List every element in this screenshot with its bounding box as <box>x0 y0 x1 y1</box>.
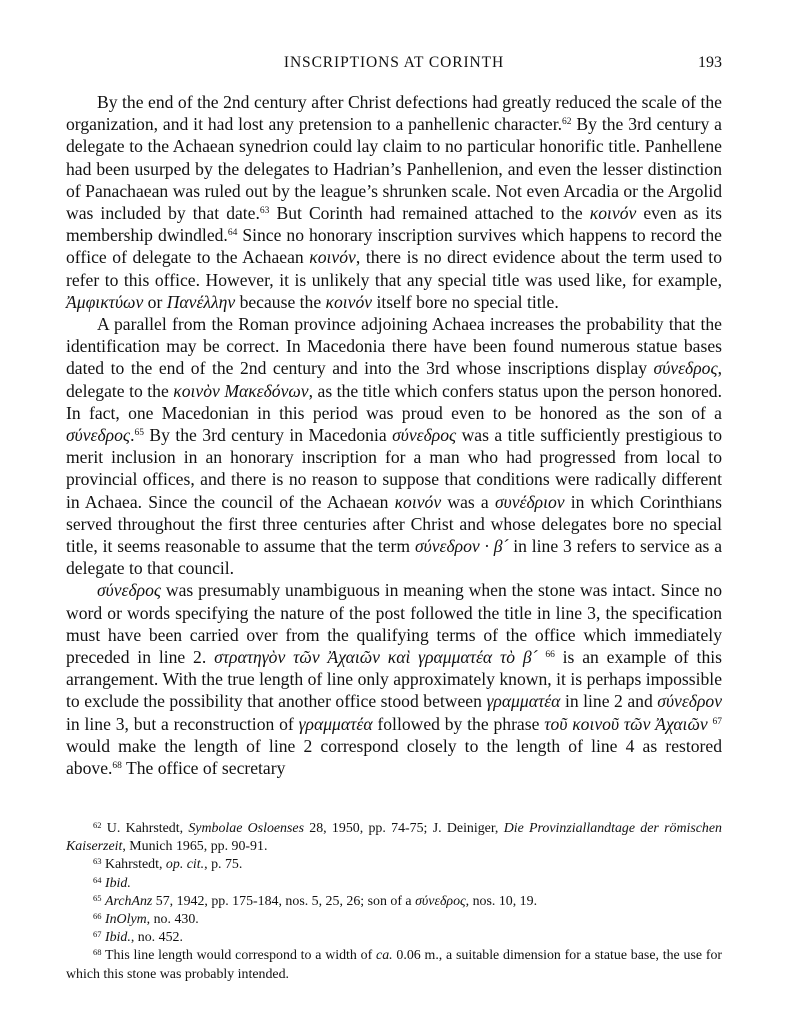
text-run: followed by the phrase <box>372 713 545 734</box>
greek-term: σύνεδρον · β´ <box>414 536 509 557</box>
citation-title: ArchAnz <box>104 893 153 909</box>
text-run: . <box>130 425 135 446</box>
text-run: was a <box>441 491 495 512</box>
text-run: was presumably unambiguous in meaning when the stone was intact. Since no word or words specifying the nature of the post followed the title in line 3, the specification must have been carried over from the qualifying terms of the office which immediately preceded in line 2. <box>66 580 722 668</box>
footnote-67 <box>66 929 722 947</box>
footnote-ref-65[interactable]: 65 <box>134 428 144 439</box>
text-run: or <box>143 291 167 312</box>
footnote-ref-63[interactable]: 63 <box>259 206 270 217</box>
greek-term: στρατηγὸν τῶν Ἀχαιῶν καὶ γραμματέα τὸ β´ <box>214 647 538 668</box>
text-run: was a title sufficiently prestigious to merit inclusion in an honorary inscription for a man who had progressed from local to provincial offices, and there is no reason to suppose that conditions were radically different in Achaea. Since the council of the Achaean <box>66 425 722 512</box>
text-run: The office of secretary <box>121 758 286 779</box>
footnote-ref-66[interactable]: 66 <box>545 650 555 661</box>
footnote-ref-62[interactable]: 62 <box>562 117 572 128</box>
text-run: in which Corinthians served throughout the first three centuries after Christ and whose delegates bore no special title, it seems reasonable to assume that the term <box>66 491 722 557</box>
text-run: in line 3 refers to service as a delegate to that council. <box>66 536 723 579</box>
footnote-number: 68 <box>93 947 102 958</box>
text-run: , there is no direct evidence about the term used to refer to this office. However, it is unlikely that any special title was used like, for example, <box>66 247 722 290</box>
footnote-number: 62 <box>93 820 102 830</box>
greek-term: κοινόν <box>589 203 637 224</box>
greek-term: σύνεδρον <box>657 691 723 712</box>
greek-term: κοινόν <box>309 247 356 268</box>
citation-abbrev: Ibid. <box>104 875 131 891</box>
footnote-63 <box>66 856 722 874</box>
main-text <box>66 91 722 779</box>
footnote-number: 67 <box>93 929 102 940</box>
greek-term: κοινόν <box>325 291 373 312</box>
text-run: By the 3rd century a delegate to the Achaean synedrion could lay claim to no particular honorific title. Panhellene had been usurped by the delegates to Hadrian’s Panhellenion, and even the lesser distinction of Panachaean was ruled out by the league’s shrunken scale. Not even Arcadia or the Argolid was included by that date. <box>66 114 722 224</box>
text-run: By the end of the 2nd century after Christ defections had greatly reduced the scale of the organization, and it had lost any pretension to a panhellenic character. <box>66 92 722 135</box>
greek-term: κοινὸν Μακεδόνων <box>173 380 309 401</box>
footnote-number: 65 <box>93 892 102 903</box>
page-number: 193 <box>698 54 722 71</box>
paragraph-macedonia <box>66 313 722 579</box>
text-run: By the 3rd century in Macedonia <box>143 425 393 446</box>
greek-term: σύνεδρος <box>97 580 162 601</box>
text-run: itself bore no special title. <box>372 291 559 312</box>
footnote-number: 66 <box>93 911 102 922</box>
footnote-ref-67[interactable]: 67 <box>712 716 723 727</box>
text-run: would make the length of line 2 correspond closely to the length of line 4 as restored above. <box>66 735 722 779</box>
greek-term: κοινόν <box>394 491 442 512</box>
text-run: 0.06 m., a suitable dimension for a statue base, the use for which this stone was probably intended. <box>66 948 723 982</box>
greek-term: γραμματέα <box>298 713 373 734</box>
footnote-64 <box>66 875 722 893</box>
text-run: in line 3, but a reconstruction of <box>66 713 299 734</box>
text-run: , as the title which confers status upon the person honored. In fact, one Macedonian in this period was proud even to be honored as the son of a <box>66 380 722 423</box>
greek-term: σύνεδρος <box>653 358 718 379</box>
text-run: , Munich 1965, pp. 90-91. <box>122 839 268 855</box>
footnote-number: 63 <box>93 856 102 867</box>
greek-term: συνέδριον <box>494 491 565 512</box>
greek-term: Ἀμφικτύων <box>66 291 144 312</box>
footnote-62 <box>66 820 722 856</box>
footnote-number: 64 <box>93 874 102 885</box>
greek-term: Πανέλλην <box>166 291 236 312</box>
text-run: , no. 452. <box>130 930 183 946</box>
text-run: Kahrstedt, <box>101 857 166 873</box>
text-run: U. Kahrstedt, <box>101 821 189 836</box>
running-title: INSCRIPTIONS AT CORINTH <box>283 54 505 71</box>
footnote-ref-64[interactable]: 64 <box>227 228 238 239</box>
greek-term: γραμματέα <box>486 691 561 712</box>
greek-term: σύνεδρος <box>66 425 131 446</box>
text-run: 57, 1942, pp. 175-184, nos. 5, 25, 26; son of a <box>152 893 416 909</box>
text-run: This line length would correspond to a width of <box>101 948 377 964</box>
greek-term: τοῦ κοινοῦ τῶν Ἀχαιῶν <box>544 713 708 734</box>
text-run: , p. 75. <box>204 857 243 873</box>
citation-title: Die Provinziallandtage der römischen Kaiserzeit <box>66 821 722 855</box>
text-run: , nos. 10, 19. <box>465 893 538 909</box>
text-run: 28, 1950, pp. 74-75; J. Deiniger, <box>303 821 504 836</box>
greek-term: σύνεδρος <box>392 425 457 446</box>
citation-title: Symbolae Osloenses <box>188 821 304 836</box>
footnotes <box>66 820 722 984</box>
citation-title: InOlym <box>104 912 147 928</box>
footnote-65 <box>66 893 722 911</box>
paragraph-synedros <box>66 579 722 779</box>
text-run: because the <box>235 291 326 312</box>
text-run: A parallel from the Roman province adjoining Achaea increases the probability that the identification may be correct. In Macedonia there have been found numerous statue bases dated to the end of the 2nd century and into the 3rd whose inscriptions display <box>66 314 722 379</box>
text-run: But Corinth had remained attached to the <box>269 203 590 224</box>
paragraph-defections <box>66 91 722 313</box>
footnote-68 <box>66 947 722 983</box>
text-run: , no. 430. <box>146 912 199 928</box>
citation-abbrev: op. cit. <box>165 857 205 873</box>
text-run: even as its membership dwindled. <box>66 203 722 246</box>
footnote-66 <box>66 911 722 929</box>
citation-abbrev: ca. <box>376 948 393 964</box>
greek-term: σύνεδρος <box>415 893 466 909</box>
text-run: is an example of this arrangement. With the true length of line only approximately known, it is perhaps impossible to exclude the possibility that another office stood between <box>66 647 722 712</box>
text-run: Since no honorary inscription survives which happens to record the office of delegate to the Achaean <box>66 225 722 268</box>
footnote-ref-68[interactable]: 68 <box>112 761 122 772</box>
citation-abbrev: Ibid. <box>104 930 131 946</box>
text-run: in line 2 and <box>560 691 658 712</box>
running-header <box>66 54 722 76</box>
text-run: , delegate to the <box>66 358 722 401</box>
